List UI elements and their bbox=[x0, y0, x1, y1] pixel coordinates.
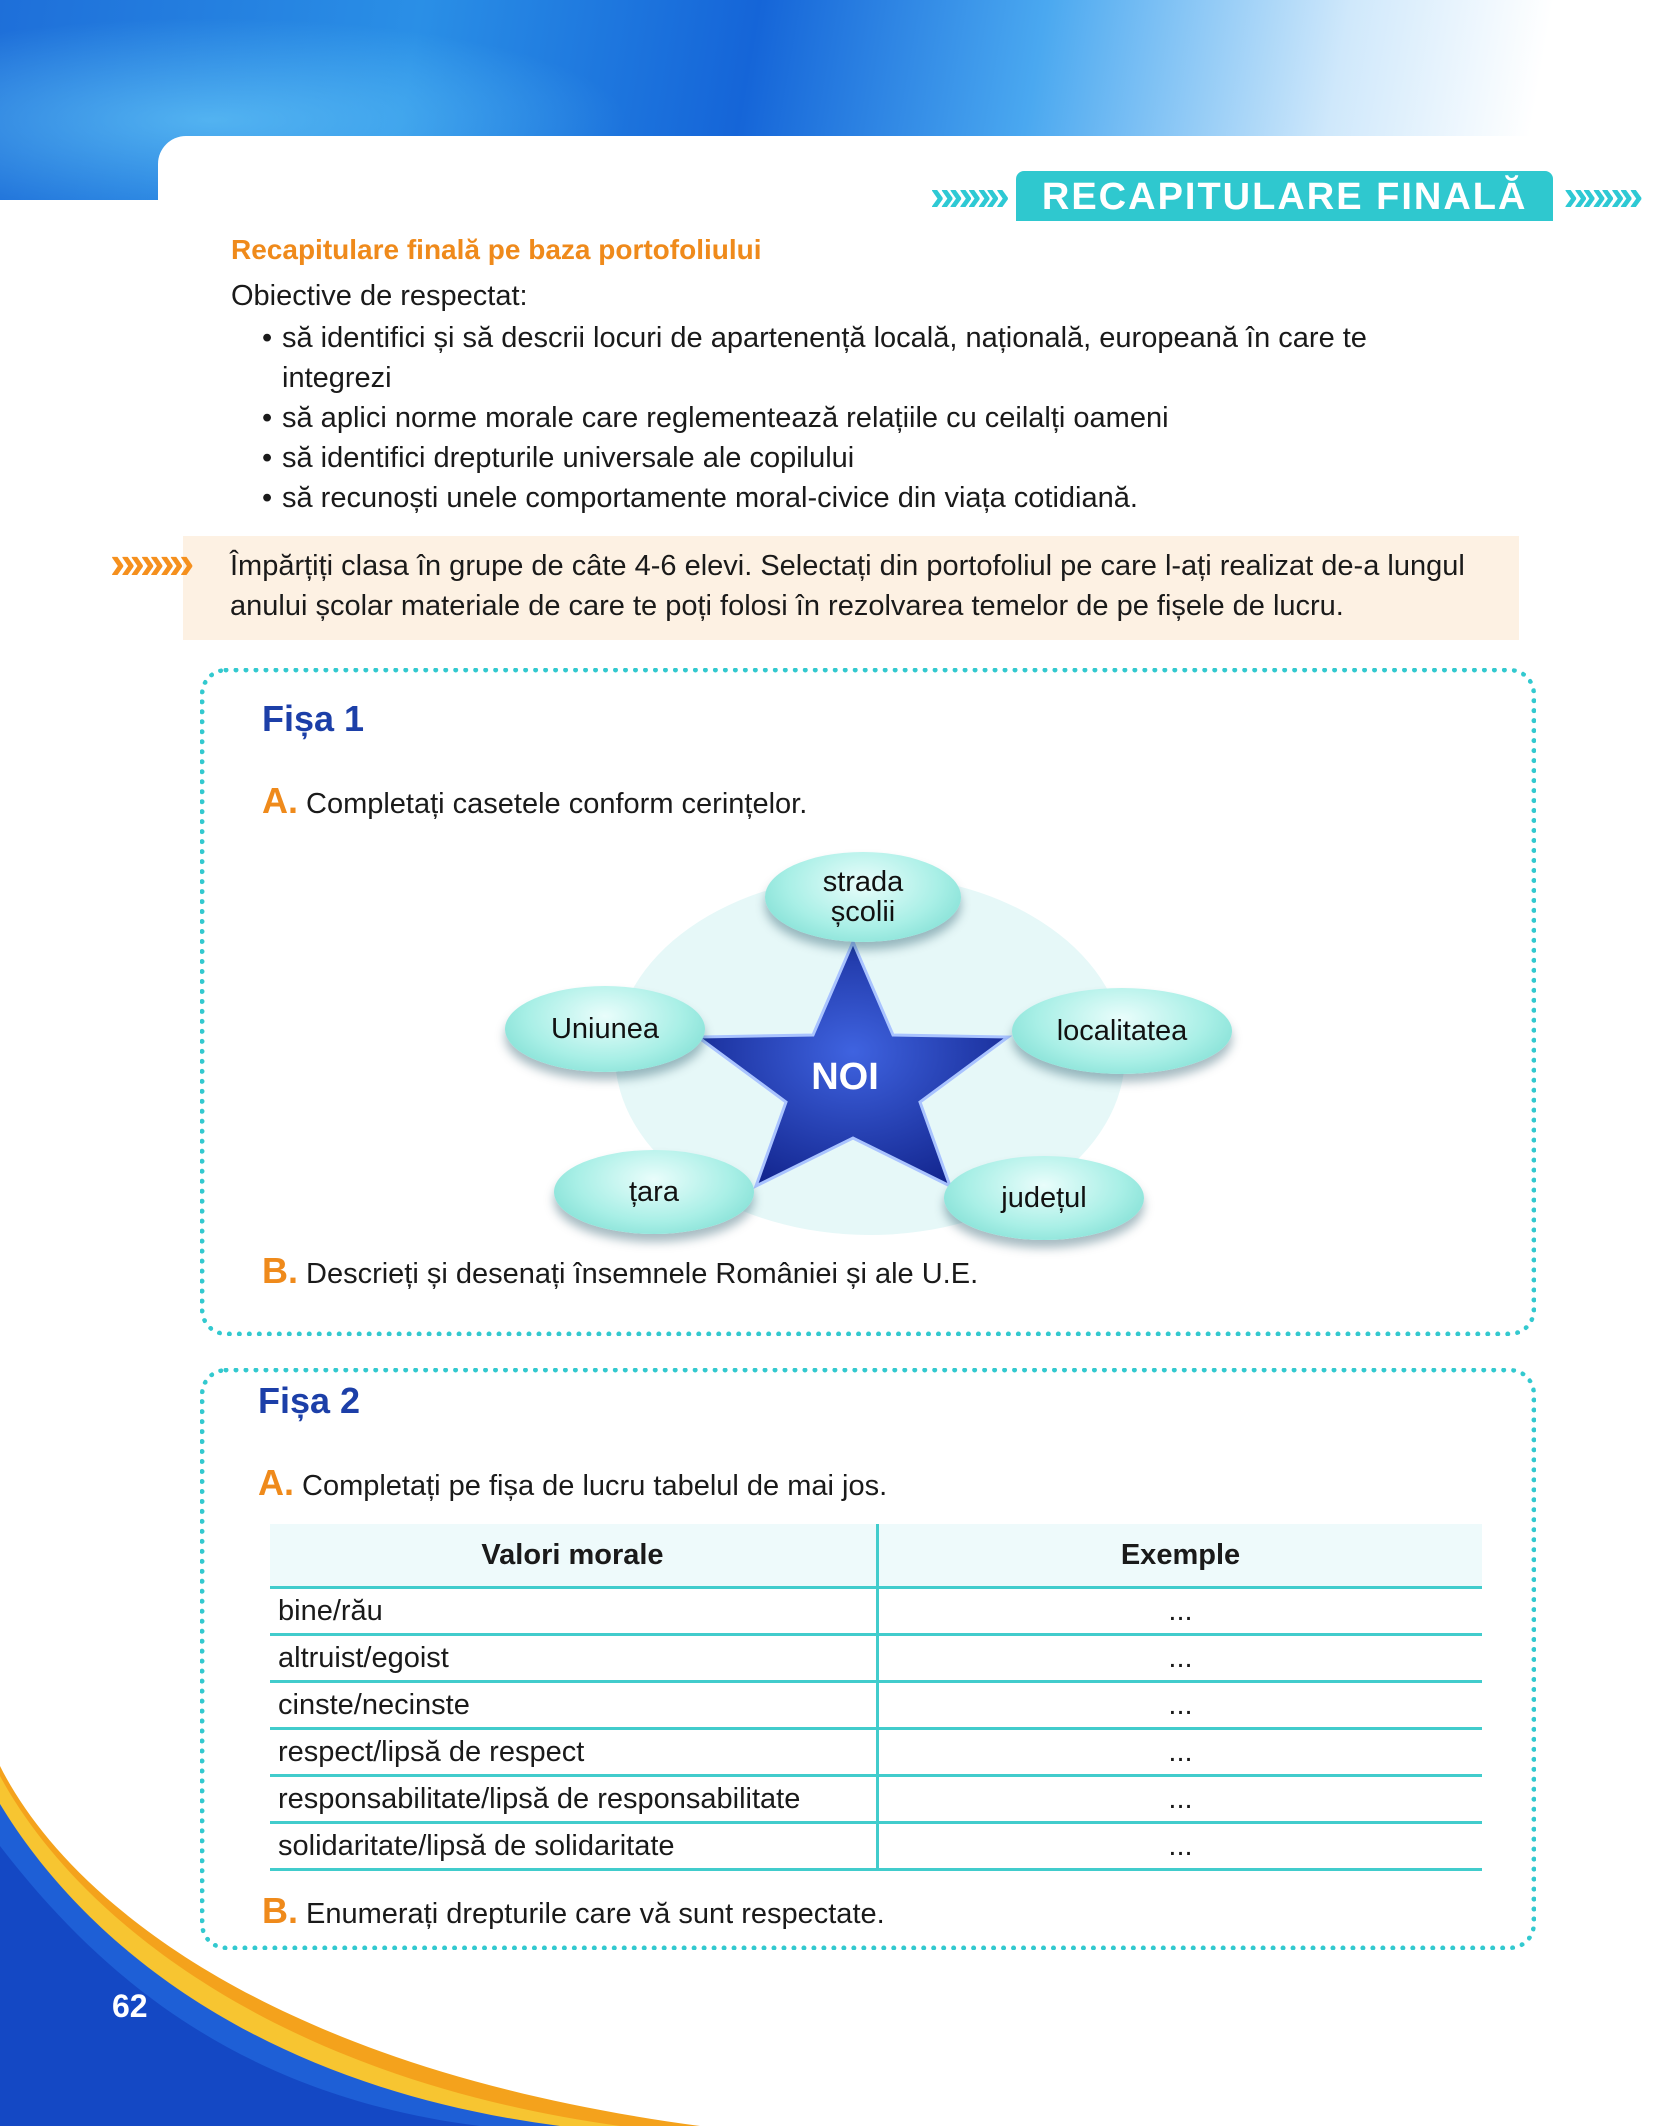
objectives-title: Obiective de respectat: bbox=[231, 280, 528, 312]
table-row bbox=[270, 1635, 1482, 1682]
diagram-center-label: NOI bbox=[811, 1056, 879, 1098]
table-cell: ... bbox=[878, 1823, 1483, 1870]
bubble-tara: țara bbox=[554, 1150, 754, 1234]
table-row bbox=[270, 1588, 1482, 1635]
section-subtitle: Recapitulare finală pe baza portofoliului bbox=[231, 234, 762, 265]
table-cell: bine/rău bbox=[270, 1588, 878, 1635]
column-header: Exemple bbox=[878, 1524, 1483, 1588]
chevrons-right-icon: »»»» bbox=[1563, 171, 1638, 220]
worksheet-2-title: Fișa 2 bbox=[258, 1380, 361, 1421]
table-row bbox=[270, 1776, 1482, 1823]
worksheet-1-task-b: B. Descrieți și desenați însemnele României și ale U.E. bbox=[262, 1250, 979, 1291]
worksheet-1-task-a: A. Completați casetele conform cerințelor. bbox=[262, 780, 808, 821]
task-letter: A. bbox=[262, 780, 298, 821]
bubble-uniunea: Uniunea bbox=[505, 986, 705, 1072]
chevrons-left-icon: »»»» bbox=[930, 171, 1004, 220]
task-letter: B. bbox=[262, 1250, 298, 1291]
bullet-icon: • bbox=[262, 322, 273, 354]
objectives-list bbox=[262, 318, 1442, 518]
table-cell: altruist/egoist bbox=[270, 1635, 878, 1682]
column-header: Valori morale bbox=[270, 1524, 878, 1588]
worksheet-2-task-b: B. Enumerați drepturile care vă sunt respectate. bbox=[262, 1890, 885, 1931]
list-item: • să identifici și să descrii locuri de apartenență locală, națională, europeană în care te integrezi bbox=[262, 318, 1442, 398]
table-cell: ... bbox=[878, 1635, 1483, 1682]
table-cell: responsabilitate/lipsă de responsabilitate bbox=[270, 1776, 878, 1823]
list-item: • să recunoști unele comportamente moral-civice din viața cotidiană. bbox=[262, 478, 1442, 518]
page-number: 62 bbox=[112, 1988, 148, 2024]
table-cell: ... bbox=[878, 1729, 1483, 1776]
table-cell: respect/lipsă de respect bbox=[270, 1729, 878, 1776]
table-cell: solidaritate/lipsă de solidaritate bbox=[270, 1823, 878, 1870]
worksheet-1-title: Fișa 1 bbox=[262, 698, 365, 739]
table-cell: cinste/necinste bbox=[270, 1682, 878, 1729]
table-header-row bbox=[270, 1524, 1482, 1588]
bubble-localitatea: localitatea bbox=[1012, 988, 1232, 1074]
section-header-band bbox=[930, 172, 1637, 220]
table-cell: ... bbox=[878, 1588, 1483, 1635]
task-letter: A. bbox=[258, 1462, 294, 1503]
group-task-text: Împărțiți clasa în grupe de câte 4-6 elevi. Selectați din portofoliul pe care l-ați realizat de-a lungul anului școlar materiale de care te poți folosi în rezolvarea temelor de pe fișele de lucru. bbox=[230, 550, 1465, 622]
list-item: • să identifici drepturile universale ale copilului bbox=[262, 438, 1442, 478]
table-row bbox=[270, 1823, 1482, 1870]
worksheet-2-task-a: A. Completați pe fișa de lucru tabelul de mai jos. bbox=[258, 1462, 888, 1503]
table-row bbox=[270, 1729, 1482, 1776]
bullet-icon: • bbox=[262, 442, 273, 474]
section-title: RECAPITULARE FINALĂ bbox=[1016, 171, 1554, 221]
table-cell: ... bbox=[878, 1682, 1483, 1729]
bullet-icon: • bbox=[262, 482, 273, 514]
moral-values-table bbox=[270, 1524, 1482, 1871]
bullet-icon: • bbox=[262, 402, 273, 434]
table-cell: ... bbox=[878, 1776, 1483, 1823]
list-item: • să aplici norme morale care reglementează relațiile cu ceilalți oameni bbox=[262, 398, 1442, 438]
table-row bbox=[270, 1682, 1482, 1729]
task-letter: B. bbox=[262, 1890, 298, 1931]
task-chevrons-icon: »»»» bbox=[110, 536, 189, 588]
bubble-judetul: județul bbox=[944, 1156, 1144, 1240]
bubble-strada-scolii: strada școlii bbox=[765, 852, 961, 942]
